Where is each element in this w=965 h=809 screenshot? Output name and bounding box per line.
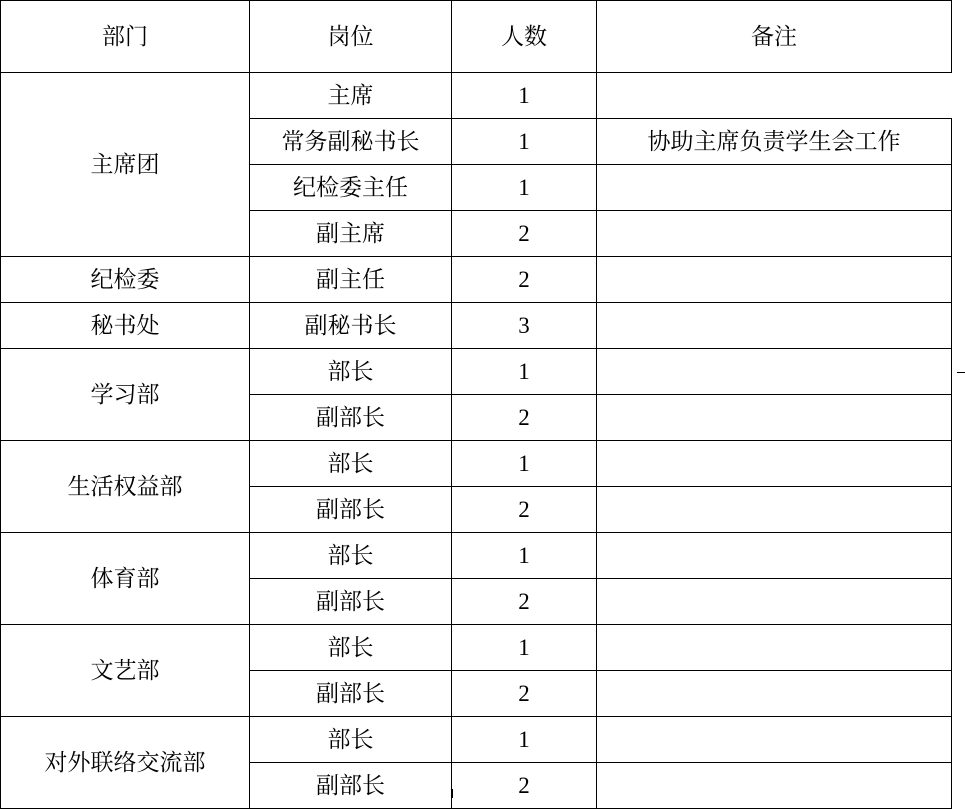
cell-remark [597, 671, 952, 717]
cell-count: 2 [452, 395, 597, 441]
cell-count: 2 [452, 579, 597, 625]
cell-count: 2 [452, 487, 597, 533]
table-header-row [1, 1, 952, 73]
cell-remark: 协助主席负责学生会工作 [597, 119, 952, 165]
cell-count: 3 [452, 303, 597, 349]
table-row [1, 625, 952, 671]
cell-remark [597, 349, 952, 395]
cell-position: 部长 [250, 533, 452, 579]
cell-remark [597, 487, 952, 533]
scan-edge-mark-right [957, 372, 965, 373]
cell-count: 2 [452, 671, 597, 717]
cell-department: 纪检委 [1, 257, 250, 303]
cell-count: 2 [452, 763, 597, 809]
column-header-remark: 备注 [597, 1, 952, 73]
cell-remark [597, 257, 952, 303]
cell-position: 纪检委主任 [250, 165, 452, 211]
cell-count: 1 [452, 349, 597, 395]
cell-position: 主席 [250, 73, 452, 119]
cell-count: 2 [452, 257, 597, 303]
cell-remark [597, 717, 952, 763]
cell-department: 体育部 [1, 533, 250, 625]
cell-department: 生活权益部 [1, 441, 250, 533]
cell-count: 2 [452, 211, 597, 257]
cell-remark [597, 165, 952, 211]
cell-remark [597, 763, 952, 809]
cell-department: 对外联络交流部 [1, 717, 250, 809]
table-row [1, 73, 952, 119]
column-header-count: 人数 [452, 1, 597, 73]
cell-department: 秘书处 [1, 303, 250, 349]
cell-count: 1 [452, 717, 597, 763]
cell-position: 副部长 [250, 579, 452, 625]
cell-position: 部长 [250, 717, 452, 763]
cell-position: 副主席 [250, 211, 452, 257]
cell-position: 副部长 [250, 487, 452, 533]
cell-remark [597, 625, 952, 671]
cell-position: 部长 [250, 625, 452, 671]
cell-remark [597, 395, 952, 441]
cell-remark [597, 579, 952, 625]
table-row [1, 533, 952, 579]
cell-count: 1 [452, 625, 597, 671]
cell-position: 部长 [250, 349, 452, 395]
cell-count: 1 [452, 533, 597, 579]
cell-count: 1 [452, 165, 597, 211]
column-header-department: 部门 [1, 1, 250, 73]
scan-edge-mark-bottom [452, 789, 453, 798]
cell-position: 副主任 [250, 257, 452, 303]
cell-remark [597, 441, 952, 487]
table-row [1, 441, 952, 487]
cell-position: 副部长 [250, 671, 452, 717]
table-row [1, 717, 952, 763]
column-header-position: 岗位 [250, 1, 452, 73]
table-row [1, 257, 952, 303]
cell-remark [597, 211, 952, 257]
cell-count: 1 [452, 441, 597, 487]
cell-remark [597, 303, 952, 349]
table-body [1, 73, 952, 809]
cell-department: 学习部 [1, 349, 250, 441]
cell-department: 文艺部 [1, 625, 250, 717]
cell-count: 1 [452, 119, 597, 165]
cell-position: 副秘书长 [250, 303, 452, 349]
cell-department: 主席团 [1, 73, 250, 257]
table-row [1, 303, 952, 349]
cell-count: 1 [452, 73, 597, 119]
table-header [1, 1, 952, 73]
cell-position: 常务副秘书长 [250, 119, 452, 165]
table-row [1, 349, 952, 395]
cell-position: 副部长 [250, 395, 452, 441]
cell-remark [597, 533, 952, 579]
cell-position: 部长 [250, 441, 452, 487]
cell-position: 副部长 [250, 763, 452, 809]
